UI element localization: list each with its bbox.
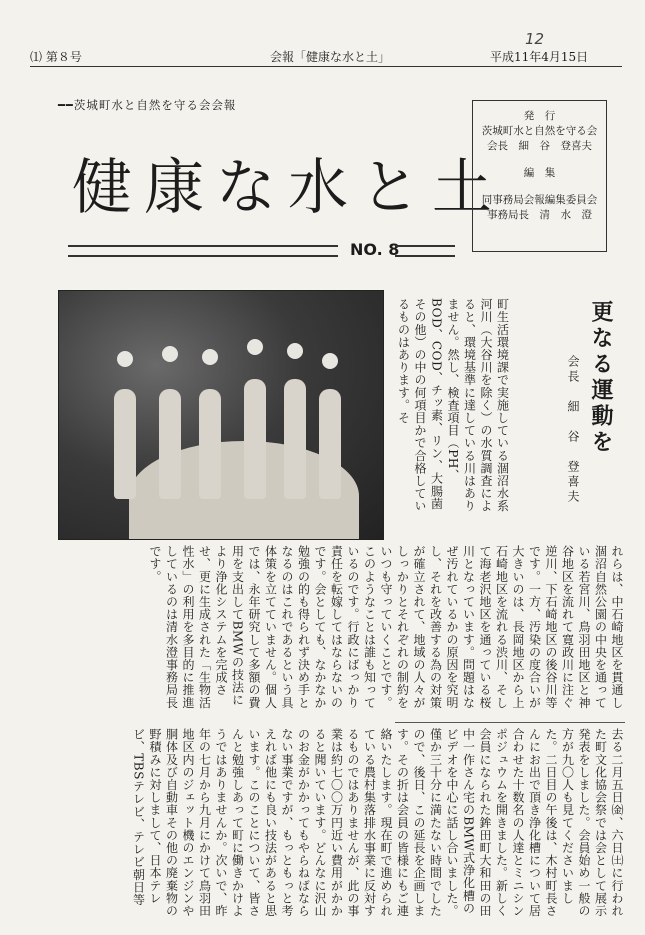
editor-label: 編 集 xyxy=(523,167,556,179)
handwritten-note: 12 xyxy=(525,30,545,48)
page-number: ⑴ 第８号 xyxy=(30,50,82,64)
publisher-org: 茨城町水と自然を守る会 xyxy=(481,125,598,137)
article-body-middle: れらは、中石崎地区を貫通し涸沼自然公園の中央を通っている若宮川、鳥羽田地区と神谷地区を流れて寛政川に注ぐ逆川、下石崎地区の後谷川等です。一方、汚染の度合いが大きいのは、長岡地区から上石崎地区を流れる渋川、そして海老沢地区を通っている桜川となっています。問題はなぜ汚れているかの原因を究明し、それを改善する為の対策が確立されて、地域の人々がしっかりとそれぞれの制約をいつも守っていくことです。このようなことは誰も知っているのです。行政にばっかり責任を転嫁してはならないのです。会としても、なかなか勉強の的も得られず決め手となるのはこれであるという具体策を立てていません。個人では、永年研究して多額の費用を支出してBMWの技法により浄化システムを完成させ、更に生成された「生物活性水」の利用を多目的に推進しているのは清水澄事務局長です。 xyxy=(148,545,624,709)
issue-bar-right xyxy=(395,245,455,257)
publisher-president: 会長 細 谷 登喜夫 xyxy=(487,140,592,152)
header-rule xyxy=(30,66,622,67)
photo-inspection xyxy=(58,290,384,540)
issue-bar-left xyxy=(68,245,338,257)
publication-name: 会報「健康な水と土」 xyxy=(270,50,391,64)
article-body-top: 町生活環境課で実施している涸沼水系河川（大谷川を除く）の水質調査によると、環境基準に達している川はありません。然し、検査項目（PH、BOD、COD、チッ素、リン、大腸菌その他）の中の何項目かで合格しているものはあります。そ xyxy=(396,298,510,513)
issue-number: NO. 8 xyxy=(350,240,400,259)
article-title: 更なる運動を xyxy=(588,300,613,456)
column-divider xyxy=(395,722,625,723)
masthead-subtitle: ━━茨城町水と自然を守る会会報 xyxy=(58,98,237,112)
editor-org: 同事務局会報編集委員会 xyxy=(481,194,598,206)
publisher-label: 発 行 xyxy=(523,110,556,122)
article-body-bottom: 去る二月五日㈮、六日㈯に行われた町文化協会祭では会として展示発表をしました。会員始め一般の方が九〇人も見てくださいました。二日目の午後は、木村町長さんにお出で頂き浄化槽について居合わせた十数名の人達とミニシンポジュウムを開きました。新しく会員になられた鉾田町大和田の田中一作さん宅のBMW式浄化槽のビデオを中心に話し合いました。僅か三十分に満たない時間でしたので、後日、この延長を企画します。その折は会員の皆様にもご連絡いたします。現在町で進められている農村集落排水事業に反対するものではありませんが、此の事業は約七〇〇万円近い費用がかかると聞いています。どんなに沢山のお金がかかってもやらねばならない事業ですが、もっともっと考えれば他にも良い技法があると思います。このことについて、皆さんと勉強しあって町に働きかけようではありませんか。次いで、昨年の七月から九月にかけて鳥羽田地区内のジェット機のエンジンや胴体及び自動車その他の廃棄物の野積みに対しまして、日本テレビ、TBSテレビ、テレビ朝日等 xyxy=(131,728,624,917)
masthead-title: 健康な水と土 xyxy=(72,153,504,223)
article-author: 会長 細 谷 登喜夫 xyxy=(566,355,580,505)
editor-head: 事務局長 清 水 澄 xyxy=(487,209,592,221)
publisher-box xyxy=(472,100,607,252)
issue-date: 平成11年4月15日 xyxy=(490,50,589,64)
